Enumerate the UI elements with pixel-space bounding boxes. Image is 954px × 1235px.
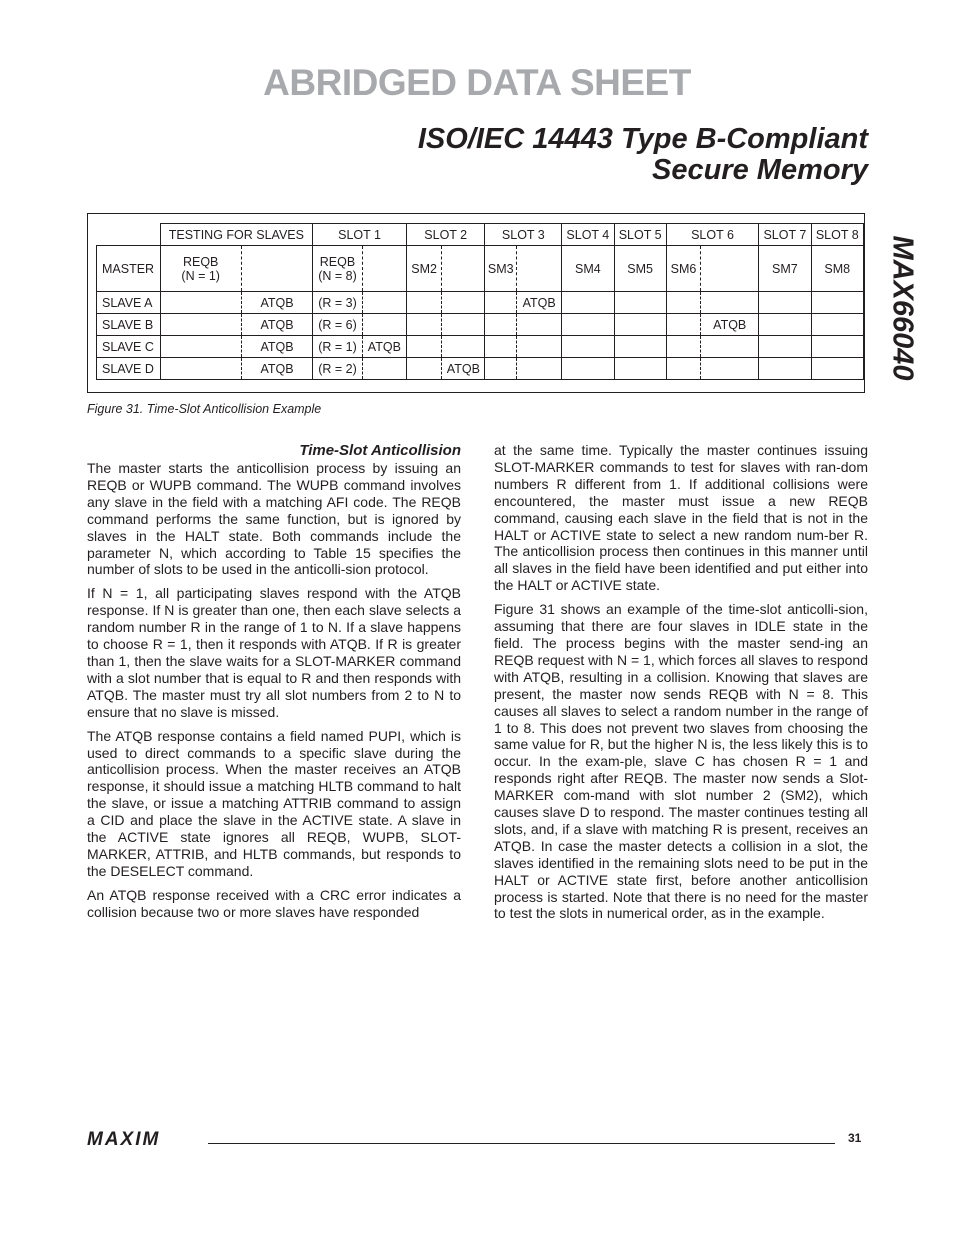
slave-d-empty <box>701 358 759 380</box>
slave-b-row <box>97 314 864 336</box>
master-slot3-empty <box>517 246 562 292</box>
left-paragraph-4: An ATQB response received with a CRC error indicates a collision because two or more slaves have responded <box>87 886 461 920</box>
slave-b-r-value: (R = 6) <box>313 314 363 336</box>
master-sm5: SM5 <box>614 246 666 292</box>
left-paragraph-2: If N = 1, all participating slaves respond with the ATQB response. If N is greater than one, then each slave selects a random number R in the range of 1 to N. If a slave happens to choose R = 1, then it responds with ATQB. If R is greater than 1, then the slave waits for a SLOT-MARKER command with a slot number that is equal to R and then responds with ATQB. The master must try all slot numbers from 2 to N to ensure that no slave is missed. <box>87 585 461 720</box>
master-label: MASTER <box>97 246 161 292</box>
slave-b-empty <box>362 314 406 336</box>
side-part-number-text: MAX66040 <box>886 235 919 381</box>
slave-c-row <box>97 336 864 358</box>
slave-b-atqb: ATQB <box>241 314 312 336</box>
slave-b-empty <box>562 314 614 336</box>
master-sm4: SM4 <box>562 246 614 292</box>
slave-d-empty <box>362 358 406 380</box>
slave-a-r-value: (R = 3) <box>313 292 363 314</box>
header-slot-1: SLOT 1 <box>313 224 407 246</box>
left-paragraph-1: The master starts the anticollision process by issuing an REQB or WUPB command. The WUPB command involves any slave in the field with a matching AFI code. The REQB command performs the same function, but is ignored by slaves in the HALT state. Both commands include the parameter N, which according to Table 15 specifies the number of slots to be used in the anticolli-sion protocol. <box>87 460 461 578</box>
right-paragraph-2: Figure 31 shows an example of the time-slot anticolli-sion, assuming that there are four slaves in IDLE state in the field. The process begins with the master send-ing an REQB request with N = 1, which forces all slaves to respond with ATQB, resulting in a collision. Knowing that slaves are present, the master now sends REQB with N = 8. This causes all slaves to select a random number in the range of 1 to 8. This does not prevent two slaves from choosing the same value for R, but the higher N is, the less likely this is to occur. In the exam-ple, slave C has chosen R = 1 and responds right after REQB. The master now sends a Slot-MARKER com-mand with slot number 2 (SM2), which causes slave D to respond. The master continues testing all slots, and, if a slave with matching R is present, receives an ATQB. In case the master detects a collision in a slot, the slaves identified in the remaining slots need to be put in the HALT or ACTIVE state first, before another anticollision process is started. Note that there is no need for the master to test the slots in numerical order, as in the example. <box>494 601 868 922</box>
slave-c-empty <box>811 336 863 358</box>
slave-d-empty <box>759 358 811 380</box>
header-slot-6: SLOT 6 <box>666 224 758 246</box>
slave-d-empty <box>614 358 666 380</box>
slave-a-empty <box>362 292 406 314</box>
title-line-1: ISO/IEC 14443 Type B-Compliant <box>417 123 868 155</box>
slave-b-label: SLAVE B <box>97 314 161 336</box>
slave-d-empty <box>160 358 241 380</box>
slave-a-empty <box>562 292 614 314</box>
slave-c-empty <box>485 336 517 358</box>
slave-b-empty <box>811 314 863 336</box>
figure-caption: Figure 31. Time-Slot Anticollision Example <box>87 402 322 416</box>
header-slot-4: SLOT 4 <box>562 224 614 246</box>
slave-a-empty <box>485 292 517 314</box>
slave-a-label: SLAVE A <box>97 292 161 314</box>
slave-b-empty <box>160 314 241 336</box>
header-slot-8: SLOT 8 <box>811 224 863 246</box>
header-row <box>97 224 864 246</box>
slave-a-atqb: ATQB <box>241 292 312 314</box>
reqb-n8-line1: REQB <box>319 254 356 269</box>
footer-rule <box>208 1143 835 1144</box>
slave-a-empty <box>614 292 666 314</box>
slave-d-label: SLAVE D <box>97 358 161 380</box>
slave-b-empty <box>517 314 562 336</box>
section-heading: Time-Slot Anticollision <box>299 442 461 459</box>
master-sm8: SM8 <box>811 246 863 292</box>
slave-c-empty <box>406 336 441 358</box>
banner-abridged-data-sheet: ABRIDGED DATA SHEET <box>263 62 691 103</box>
slave-c-empty <box>517 336 562 358</box>
header-slot-3: SLOT 3 <box>485 224 562 246</box>
slave-d-empty <box>485 358 517 380</box>
slave-c-empty <box>160 336 241 358</box>
slave-d-empty <box>666 358 700 380</box>
slave-a-empty <box>406 292 441 314</box>
page-number: 31 <box>848 1131 862 1145</box>
header-slot-2: SLOT 2 <box>406 224 485 246</box>
slave-d-empty <box>517 358 562 380</box>
slave-a-empty <box>811 292 863 314</box>
slave-d-row <box>97 358 864 380</box>
master-row <box>97 246 864 292</box>
corner-cell <box>97 224 161 246</box>
slave-c-empty <box>614 336 666 358</box>
master-slot6-empty <box>701 246 759 292</box>
master-reqb-n1 <box>160 246 241 292</box>
maxim-logo: MAXIM <box>87 1129 161 1150</box>
title-line-2: Secure Memory <box>652 154 868 186</box>
slave-d-slot2-atqb: ATQB <box>442 358 485 380</box>
slave-c-empty <box>666 336 700 358</box>
slave-a-empty <box>160 292 241 314</box>
header-slot-5: SLOT 5 <box>614 224 666 246</box>
right-paragraph-1: at the same time. Typically the master continues issuing SLOT-MARKER commands to test for slaves with ran-dom numbers R different from 1. If additional collisions were encountered, the master must issue a new REQB command, causing each slave in the field that is not in the HALT or ACTIVE state to select a new random num-ber R. The anticollision process then continues in this manner until all slaves in the field have been identified and put either into the HALT or ACTIVE state. <box>494 442 868 594</box>
figure-31-box <box>87 213 865 393</box>
slave-c-empty <box>701 336 759 358</box>
slave-c-empty <box>562 336 614 358</box>
master-sm6: SM6 <box>666 246 700 292</box>
slave-c-atqb: ATQB <box>241 336 312 358</box>
slave-a-empty <box>701 292 759 314</box>
slave-c-r-value: (R = 1) <box>313 336 363 358</box>
slave-b-empty <box>759 314 811 336</box>
master-sm3: SM3 <box>485 246 517 292</box>
header-testing: TESTING FOR SLAVES <box>160 224 313 246</box>
slave-c-label: SLAVE C <box>97 336 161 358</box>
slave-b-empty <box>442 314 485 336</box>
slave-c-slot1-atqb: ATQB <box>362 336 406 358</box>
slave-b-empty <box>485 314 517 336</box>
right-column <box>494 442 868 929</box>
slave-a-empty <box>759 292 811 314</box>
master-slot1-empty <box>362 246 406 292</box>
slave-b-empty <box>666 314 700 336</box>
time-slot-table <box>96 223 864 380</box>
slave-d-empty <box>406 358 441 380</box>
reqb-n8-line2: (N = 8) <box>318 268 357 283</box>
slave-d-empty <box>562 358 614 380</box>
page-title <box>418 124 868 186</box>
slave-a-empty <box>442 292 485 314</box>
header-slot-7: SLOT 7 <box>759 224 811 246</box>
slave-b-empty <box>614 314 666 336</box>
left-column <box>87 442 461 928</box>
master-slot2-empty <box>442 246 485 292</box>
master-reqb-n8 <box>313 246 363 292</box>
master-sm2: SM2 <box>406 246 441 292</box>
slave-d-atqb: ATQB <box>241 358 312 380</box>
slave-c-empty <box>442 336 485 358</box>
reqb-n1-line1: REQB <box>182 254 219 269</box>
slave-b-empty <box>406 314 441 336</box>
master-testing-empty <box>241 246 312 292</box>
slave-a-empty <box>666 292 700 314</box>
slave-d-r-value: (R = 2) <box>313 358 363 380</box>
reqb-n1-line2: (N = 1) <box>181 268 220 283</box>
slave-d-empty <box>811 358 863 380</box>
slave-a-slot3-atqb: ATQB <box>517 292 562 314</box>
slave-a-row <box>97 292 864 314</box>
side-part-number <box>882 218 922 398</box>
left-paragraph-3: The ATQB response contains a field named PUPI, which is used to direct commands to a specific slave during the anticollision process. When the master receives an ATQB response, it should issue a matching HLTB command to halt the slave, or issue a matching ATTRIB command to assign a CID and place the slave in the ACTIVE state. A slave in the ACTIVE state ignores all REQB, WUPB, SLOT-MARKER, ATTRIB, and HLTB commands, but responds to the DESELECT command. <box>87 727 461 879</box>
master-sm7: SM7 <box>759 246 811 292</box>
slave-b-slot6-atqb: ATQB <box>701 314 759 336</box>
slave-c-empty <box>759 336 811 358</box>
